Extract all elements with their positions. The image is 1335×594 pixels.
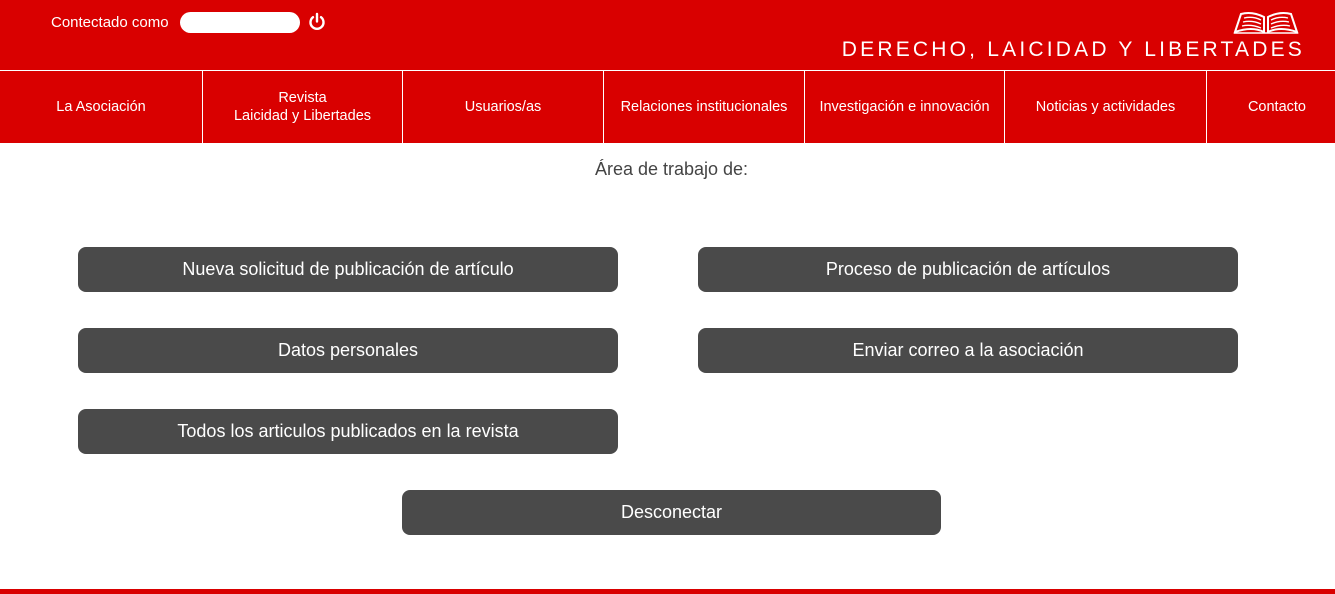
nav-item-label: Relaciones institucionales bbox=[620, 99, 788, 115]
open-book-icon bbox=[1232, 8, 1300, 34]
power-icon[interactable] bbox=[307, 12, 327, 32]
main-navigation bbox=[0, 70, 1335, 143]
nav-item-investigacion-innovacion[interactable] bbox=[805, 71, 1005, 143]
new-article-request-button[interactable]: Nueva solicitud de publicación de artículo bbox=[78, 247, 618, 292]
nav-item-relaciones-institucionales[interactable] bbox=[604, 71, 805, 143]
nav-item-label-line1: Revista bbox=[278, 90, 327, 106]
nav-item-label: Contacto bbox=[1247, 99, 1306, 115]
nav-item-contacto[interactable] bbox=[1207, 71, 1335, 143]
nav-item-label: La Asociación bbox=[56, 99, 146, 115]
connected-as-label: Contectado como bbox=[51, 14, 169, 31]
site-title: DERECHO, LAICIDAD Y LIBERTADES bbox=[841, 38, 1305, 61]
nav-item-label bbox=[234, 89, 371, 125]
personal-data-button[interactable]: Datos personales bbox=[78, 328, 618, 373]
disconnect-button[interactable]: Desconectar bbox=[402, 490, 941, 535]
footer-divider bbox=[0, 589, 1335, 594]
nav-item-usuarios[interactable] bbox=[403, 71, 604, 143]
nav-item-noticias-actividades[interactable] bbox=[1005, 71, 1207, 143]
send-email-button[interactable]: Enviar correo a la asociación bbox=[698, 328, 1238, 373]
nav-item-revista[interactable] bbox=[203, 71, 403, 143]
username-field bbox=[180, 12, 300, 33]
nav-item-label: Noticias y actividades bbox=[1035, 99, 1176, 115]
top-header bbox=[0, 0, 1335, 70]
nav-item-la-asociacion[interactable] bbox=[0, 71, 203, 143]
work-area-title: Área de trabajo de: bbox=[594, 159, 749, 179]
all-articles-button[interactable]: Todos los articulos publicados en la revista bbox=[78, 409, 618, 454]
nav-item-label: Investigación e innovación bbox=[819, 99, 990, 115]
nav-item-label: Usuarios/as bbox=[464, 99, 542, 115]
publication-process-button[interactable]: Proceso de publicación de artículos bbox=[698, 247, 1238, 292]
nav-item-label-line2: Laicidad y Libertades bbox=[233, 108, 372, 124]
